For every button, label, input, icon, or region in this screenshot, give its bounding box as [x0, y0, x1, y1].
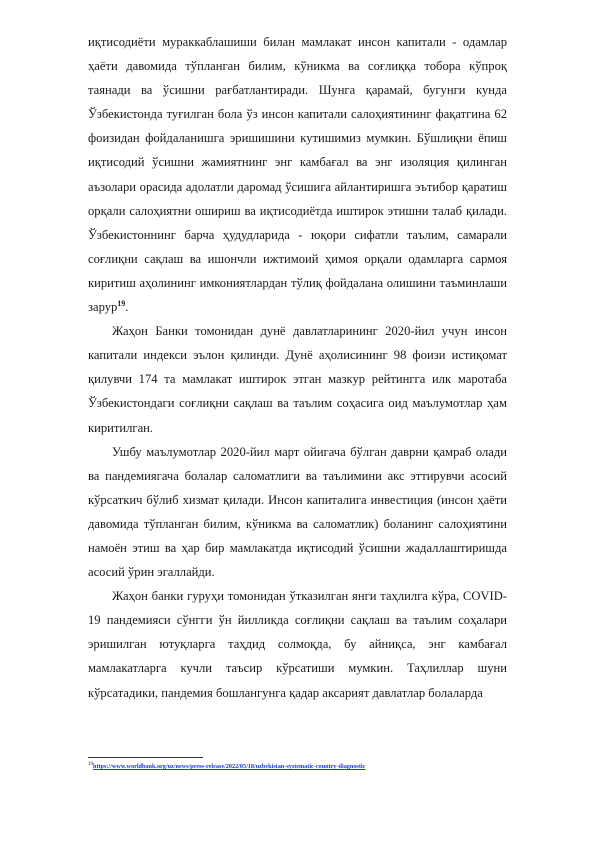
body-text	[88, 30, 507, 705]
paragraph-4: Жаҳон банки гуруҳи томонидан ўтказилган янги таҳлилга кўра, COVID-19 пандемияси сўнгги ўн йилликда соғлиқни сақлаш ва таълим соҳалари эришилган ютуқларга таҳдид солмоқда, бу айниқса, энг камбағал мамлакатларга кучли таъсир кўрсатиши мумкин. Таҳлиллар шуни кўрсатадики, пандемия бошлангунга қадар аксарият давлатлар болаларда	[88, 589, 507, 700]
footnote-reference[interactable]: 19	[117, 298, 126, 308]
paragraph-1-text: иқтисодиёти мураккаблашиши билан мамлакат инсон капитали - одамлар ҳаёти давомида тўпланган билим, кўникма ва соғлиққа тобора кўпроқ таянади ва ўсишни рағбатлантиради. Шунга қарамай, бугунги кунда Ўзбекистонда туғилган бола ўз инсон капитали салоҳиятининг фақатгина 62 фоизидан фойдаланишга эришишини кутишимиз мумкин. Бўшлиқни ёпиш иқтисодий ўсишни жамиятнинг энг камбағал ва энг изоляция қилинган аъзолари орасида адолатли даромад ўсишига айлантиришга эътибор қаратиш орқали салоҳиятни ошириш ва иқтисодиётда иштирок этишни талаб қилади. Ўзбекистоннинг барча ҳудудларида - юқори сифатли таълим, самарали соғлиқни сақлаш ва ишончли ижтимоий ҳимоя орқали одамларга сармоя киритиш аҳолининг имкониятлардан тўлиқ фойдалана олишини таъминлаши зарур	[88, 35, 507, 315]
paragraph-1-tail: .	[125, 300, 129, 315]
paragraph-3: Ушбу маълумотлар 2020-йил март ойигача бўлган даврни қамраб олади ва пандемиягача болалар саломатлиги ва таълимини акс эттирувчи асосий кўрсаткич бўлиб хизмат қилади. Инсон капиталига инвестиция (инсон ҳаёти давомида тўпланган билим, кўникма ва саломатлик) боланинг салоҳиятини намоён этиш ва ҳар бир мамлакатда иқтисодий ўсишни жадаллаштиришда асосий ўрин эгаллайди.	[88, 444, 507, 580]
footnote-divider	[88, 757, 203, 758]
paragraph-2: Жаҳон Банки томонидан дунё давлатларининг 2020-йил учун инсон капитали индекси эълон қилинди. Дунё аҳолисининг 98 фоизи истиқомат қилувчи 174 та мамлакат иштирок этган мазкур рейтингга илк маротаба Ўзбекистондаги соғлиқни сақлаш ва таълим соҳасига оид маълумотлар ҳам киритилган.	[88, 324, 507, 435]
footnote	[88, 762, 507, 771]
footnote-link[interactable]: https://www.worldbank.org/uz/news/press-release/2022/05/18/uzbekistan-systematic-country-diagnostic	[93, 763, 366, 770]
paragraph-1	[88, 30, 507, 319]
footnote-number: 19	[88, 761, 93, 767]
